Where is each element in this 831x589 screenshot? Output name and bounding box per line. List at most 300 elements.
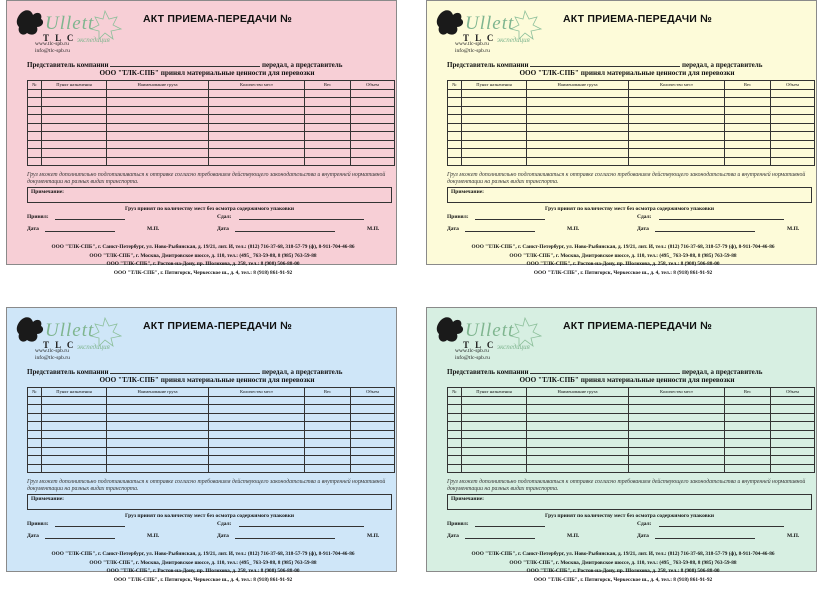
date-label-left: Дата (27, 226, 39, 232)
legal-note: Груз может дополнительно подготавливаться к отправке согласно требованиям действующего законодательства и внутренней нормативной документации на разных видах транспорта. (447, 172, 806, 185)
representative-line-2: ООО "ТЛК-СПБ" принял материальные ценности для перевозки (99, 376, 315, 384)
table-cell[interactable] (527, 447, 629, 456)
representative-line-2: ООО "ТЛК-СПБ" принял материальные ценности для перевозки (519, 376, 735, 384)
table-cell[interactable] (771, 149, 815, 158)
table-cell[interactable] (351, 157, 395, 166)
table-cell[interactable] (351, 123, 395, 132)
table-cell[interactable] (209, 132, 305, 141)
table-cell[interactable] (107, 396, 209, 405)
table-cell[interactable] (42, 149, 107, 158)
logo-tlc-text: T L C (43, 340, 76, 350)
table-cell[interactable] (107, 456, 209, 465)
table-cell[interactable] (107, 447, 209, 456)
table-cell[interactable] (209, 157, 305, 166)
company-name-field[interactable] (110, 367, 260, 374)
remark-field[interactable] (447, 187, 812, 203)
table-cell[interactable] (28, 396, 42, 405)
table-cell[interactable] (629, 396, 725, 405)
table-cell[interactable] (462, 132, 527, 141)
table-cell[interactable] (305, 149, 351, 158)
stamp-label-left: М.П. (147, 533, 160, 539)
table-cell[interactable] (28, 132, 42, 141)
table-cell[interactable] (305, 422, 351, 431)
table-cell[interactable] (42, 106, 107, 115)
table-cell[interactable] (28, 89, 42, 98)
table-cell[interactable] (107, 98, 209, 107)
table-cell[interactable] (209, 106, 305, 115)
table-cell[interactable] (28, 456, 42, 465)
cargo-acceptance-text: Груз принят по количеству мест без осмотра содержимого упаковки (124, 513, 295, 519)
table-cell[interactable] (351, 115, 395, 124)
table-cell[interactable] (28, 140, 42, 149)
table-cell[interactable] (28, 123, 42, 132)
accepted-signature-field[interactable] (475, 521, 545, 527)
table-cell[interactable] (448, 115, 462, 124)
table-cell[interactable] (527, 106, 629, 115)
table-cell[interactable] (42, 140, 107, 149)
table-cell[interactable] (462, 464, 527, 473)
table-cell[interactable] (305, 396, 351, 405)
table-cell[interactable] (527, 132, 629, 141)
table-cell[interactable] (725, 123, 771, 132)
logo-tagline: экспедиция (497, 36, 530, 44)
table-cell[interactable] (209, 447, 305, 456)
table-cell[interactable] (42, 413, 107, 422)
logo-tagline: экспедиция (77, 36, 110, 44)
table-cell[interactable] (462, 405, 527, 414)
handed-label: Сдал: (217, 521, 232, 527)
table-cell[interactable] (771, 413, 815, 422)
cargo-acceptance-text: Груз принят по количеству мест без осмотра содержимого упаковки (544, 206, 715, 212)
table-cell[interactable] (629, 405, 725, 414)
remark-field[interactable] (447, 494, 812, 510)
handed-signature-field[interactable] (659, 521, 784, 527)
table-cell[interactable] (462, 140, 527, 149)
table-cell[interactable] (771, 464, 815, 473)
table-cell[interactable] (305, 132, 351, 141)
table-cell[interactable] (305, 464, 351, 473)
table-cell[interactable] (462, 106, 527, 115)
table-cell[interactable] (209, 430, 305, 439)
table-cell[interactable] (107, 149, 209, 158)
table-cell[interactable] (527, 157, 629, 166)
table-cell[interactable] (107, 405, 209, 414)
table-cell[interactable] (351, 132, 395, 141)
table-cell[interactable] (448, 422, 462, 431)
table-cell[interactable] (42, 157, 107, 166)
email-link[interactable]: info@tlc-spb.ru (455, 47, 490, 54)
table-row (28, 149, 395, 158)
table-cell[interactable] (42, 447, 107, 456)
table-cell[interactable] (725, 413, 771, 422)
table-cell[interactable] (28, 447, 42, 456)
table-cell[interactable] (107, 430, 209, 439)
table-cell[interactable] (305, 439, 351, 448)
table-cell[interactable] (42, 430, 107, 439)
table-cell[interactable] (725, 422, 771, 431)
email-link[interactable]: info@tlc-spb.ru (455, 354, 490, 361)
table-cell[interactable] (448, 149, 462, 158)
table-cell[interactable] (725, 149, 771, 158)
handed-signature-field[interactable] (239, 521, 364, 527)
logo-script-text: Ullett (465, 13, 515, 34)
stamp-label-right: М.П. (367, 533, 380, 539)
table-cell[interactable] (107, 115, 209, 124)
table-cell[interactable] (462, 447, 527, 456)
table-cell[interactable] (462, 123, 527, 132)
footer-line: ООО "ТЛК-СПБ", г. Санкт-Петербург, ул. Ново-Рыбинская, д. 19/21, лит. И, тел.: (812) 716-37-68, 318-57-79 (ф), 8-911-704-46-86 (471, 244, 775, 250)
table-cell[interactable] (351, 464, 395, 473)
table-cell[interactable] (209, 149, 305, 158)
table-cell[interactable] (305, 157, 351, 166)
table-cell[interactable] (28, 98, 42, 107)
table-cell[interactable] (209, 464, 305, 473)
table-cell[interactable] (629, 157, 725, 166)
table-cell[interactable] (527, 422, 629, 431)
remark-label: Примечание: (451, 496, 485, 502)
table-cell[interactable] (448, 89, 462, 98)
website-link[interactable]: www.tlc-spb.ru (455, 348, 489, 354)
table-cell[interactable] (28, 157, 42, 166)
table-cell[interactable] (629, 106, 725, 115)
table-cell[interactable] (305, 430, 351, 439)
table-cell[interactable] (771, 89, 815, 98)
table-cell[interactable] (527, 439, 629, 448)
company-name-field[interactable] (110, 60, 260, 67)
table-cell[interactable] (28, 149, 42, 158)
table-cell[interactable] (629, 149, 725, 158)
table-cell[interactable] (351, 413, 395, 422)
table-cell[interactable] (725, 396, 771, 405)
table-cell[interactable] (448, 464, 462, 473)
table-cell[interactable] (448, 98, 462, 107)
company-logo (15, 314, 135, 364)
table-cell[interactable] (351, 149, 395, 158)
table-cell[interactable] (351, 140, 395, 149)
table-cell[interactable] (28, 115, 42, 124)
table-cell[interactable] (42, 439, 107, 448)
table-cell[interactable] (305, 456, 351, 465)
table-cell[interactable] (527, 464, 629, 473)
table-cell[interactable] (28, 439, 42, 448)
table-row (448, 447, 815, 456)
footer-addresses (433, 550, 813, 584)
remark-field[interactable] (27, 187, 392, 203)
table-cell[interactable] (42, 405, 107, 414)
table-cell[interactable] (42, 132, 107, 141)
table-cell[interactable] (527, 405, 629, 414)
table-cell[interactable] (527, 413, 629, 422)
table-cell[interactable] (28, 430, 42, 439)
table-cell[interactable] (351, 396, 395, 405)
table-cell[interactable] (725, 456, 771, 465)
table-cell[interactable] (725, 106, 771, 115)
footer-line: ООО "ТЛК-СПБ", г. Ростов-на-Дону, пр. Шолохова, д. 258, тел.: 8 (908) 506-88-00 (106, 261, 300, 267)
website-link[interactable]: www.tlc-spb.ru (35, 348, 69, 354)
date-field-right[interactable] (235, 226, 335, 232)
date-label-right: Дата (637, 226, 649, 232)
table-cell[interactable] (107, 439, 209, 448)
table-cell[interactable] (462, 413, 527, 422)
table-cell[interactable] (771, 98, 815, 107)
table-cell[interactable] (209, 115, 305, 124)
table-cell[interactable] (107, 140, 209, 149)
table-cell[interactable] (448, 123, 462, 132)
table-cell[interactable] (28, 106, 42, 115)
table-cell[interactable] (771, 115, 815, 124)
table-cell[interactable] (351, 447, 395, 456)
table-cell[interactable] (771, 456, 815, 465)
footer-line: ООО "ТЛК-СПБ", г. Санкт-Петербург, ул. Ново-Рыбинская, д. 19/21, лит. И, тел.: (812) 716-37-68, 318-57-79 (ф), 8-911-704-46-86 (51, 244, 355, 250)
table-cell[interactable] (448, 106, 462, 115)
column-header: № (28, 388, 42, 397)
table-cell[interactable] (771, 106, 815, 115)
cargo-table (447, 387, 815, 473)
table-row (28, 439, 395, 448)
table-cell[interactable] (725, 430, 771, 439)
table-cell[interactable] (771, 422, 815, 431)
stamp-label-left: М.П. (147, 226, 160, 232)
table-cell[interactable] (771, 132, 815, 141)
remark-field[interactable] (27, 494, 392, 510)
table-cell[interactable] (527, 140, 629, 149)
table-cell[interactable] (629, 422, 725, 431)
stamp-label-right: М.П. (787, 226, 800, 232)
table-cell[interactable] (771, 447, 815, 456)
table-cell[interactable] (527, 149, 629, 158)
date-field-right[interactable] (235, 533, 335, 539)
table-cell[interactable] (462, 157, 527, 166)
table-cell[interactable] (771, 430, 815, 439)
accepted-signature-field[interactable] (55, 521, 125, 527)
table-cell[interactable] (771, 405, 815, 414)
table-cell[interactable] (209, 98, 305, 107)
table-cell[interactable] (305, 98, 351, 107)
table-cell[interactable] (448, 157, 462, 166)
table-cell[interactable] (462, 98, 527, 107)
table-cell[interactable] (462, 439, 527, 448)
table-cell[interactable] (629, 140, 725, 149)
column-header: Пункт назначения (42, 388, 107, 397)
table-cell[interactable] (305, 115, 351, 124)
table-cell[interactable] (462, 422, 527, 431)
table-cell[interactable] (351, 405, 395, 414)
company-name-field[interactable] (530, 60, 680, 67)
table-cell[interactable] (725, 98, 771, 107)
table-cell[interactable] (305, 106, 351, 115)
table-cell[interactable] (725, 140, 771, 149)
accepted-signature-field[interactable] (475, 214, 545, 220)
table-cell[interactable] (351, 422, 395, 431)
rep-suffix: передал, а представитель (261, 368, 343, 376)
table-cell[interactable] (42, 123, 107, 132)
table-cell[interactable] (107, 89, 209, 98)
table-cell[interactable] (107, 123, 209, 132)
table-cell[interactable] (351, 439, 395, 448)
table-cell[interactable] (725, 439, 771, 448)
table-cell[interactable] (209, 439, 305, 448)
table-row (448, 123, 815, 132)
table-cell[interactable] (462, 115, 527, 124)
table-cell[interactable] (527, 430, 629, 439)
website-link[interactable]: www.tlc-spb.ru (35, 41, 69, 47)
table-cell[interactable] (771, 396, 815, 405)
table-cell[interactable] (629, 89, 725, 98)
table-cell[interactable] (448, 456, 462, 465)
table-cell[interactable] (209, 422, 305, 431)
table-row (28, 115, 395, 124)
table-cell[interactable] (107, 106, 209, 115)
table-cell[interactable] (629, 115, 725, 124)
accepted-signature-field[interactable] (55, 214, 125, 220)
table-cell[interactable] (305, 140, 351, 149)
table-cell[interactable] (462, 89, 527, 98)
date-field-right[interactable] (655, 226, 755, 232)
table-cell[interactable] (448, 140, 462, 149)
table-cell[interactable] (107, 413, 209, 422)
table-cell[interactable] (629, 98, 725, 107)
table-cell[interactable] (42, 115, 107, 124)
table-cell[interactable] (107, 132, 209, 141)
table-cell[interactable] (448, 439, 462, 448)
handed-signature-field[interactable] (239, 214, 364, 220)
table-cell[interactable] (629, 447, 725, 456)
company-name-field[interactable] (530, 367, 680, 374)
table-cell[interactable] (462, 149, 527, 158)
table-cell[interactable] (527, 396, 629, 405)
table-cell[interactable] (448, 447, 462, 456)
table-cell[interactable] (725, 157, 771, 166)
representative-line (447, 367, 807, 376)
table-cell[interactable] (351, 106, 395, 115)
table-cell[interactable] (771, 157, 815, 166)
table-cell[interactable] (725, 464, 771, 473)
column-header: Объем (351, 81, 395, 90)
table-cell[interactable] (305, 405, 351, 414)
table-cell[interactable] (209, 89, 305, 98)
date-field-left[interactable] (465, 533, 535, 539)
table-cell[interactable] (209, 396, 305, 405)
table-cell[interactable] (527, 123, 629, 132)
table-row (28, 89, 395, 98)
table-cell[interactable] (448, 430, 462, 439)
table-cell[interactable] (107, 422, 209, 431)
table-cell[interactable] (527, 115, 629, 124)
form-title: АКТ ПРИЕМА-ПЕРЕДАЧИ № (563, 320, 713, 332)
logo-tagline: экспедиция (497, 343, 530, 351)
table-row (28, 157, 395, 166)
table-cell[interactable] (448, 405, 462, 414)
table-cell[interactable] (527, 89, 629, 98)
table-cell[interactable] (209, 123, 305, 132)
table-cell[interactable] (42, 396, 107, 405)
table-cell[interactable] (305, 89, 351, 98)
footer-line: ООО "ТЛК-СПБ", г. Москва, Дмитровское шоссе, д. 110, тел.: (495_ 763-59-88, 8 (985) 763-59-88 (89, 252, 317, 259)
transfer-act-form-green (426, 307, 817, 583)
table-row (28, 132, 395, 141)
logo-script-text: Ullett (45, 320, 95, 341)
table-cell[interactable] (448, 132, 462, 141)
table-cell[interactable] (462, 396, 527, 405)
table-cell[interactable] (771, 140, 815, 149)
table-row (448, 405, 815, 414)
table-cell[interactable] (629, 430, 725, 439)
email-link[interactable]: info@tlc-spb.ru (35, 47, 70, 54)
table-row (28, 123, 395, 132)
column-header: Вес (725, 388, 771, 397)
table-cell[interactable] (725, 132, 771, 141)
table-cell[interactable] (42, 464, 107, 473)
table-row (448, 106, 815, 115)
footer-line: ООО "ТЛК-СПБ", г. Ростов-на-Дону, пр. Шолохова, д. 258, тел.: 8 (908) 506-88-00 (106, 568, 300, 574)
table-cell[interactable] (527, 456, 629, 465)
table-cell[interactable] (28, 422, 42, 431)
table-cell[interactable] (28, 413, 42, 422)
table-cell[interactable] (209, 140, 305, 149)
table-cell[interactable] (42, 89, 107, 98)
table-cell[interactable] (771, 123, 815, 132)
table-cell[interactable] (209, 413, 305, 422)
table-cell[interactable] (351, 89, 395, 98)
table-cell[interactable] (305, 413, 351, 422)
table-cell[interactable] (629, 464, 725, 473)
date-field-right[interactable] (655, 533, 755, 539)
cargo-table (27, 387, 395, 473)
table-cell[interactable] (42, 98, 107, 107)
table-cell[interactable] (351, 98, 395, 107)
date-field-left[interactable] (465, 226, 535, 232)
table-cell[interactable] (209, 405, 305, 414)
table-cell[interactable] (28, 464, 42, 473)
table-cell[interactable] (42, 456, 107, 465)
logo-tlc-text: T L C (463, 33, 496, 43)
table-row (28, 413, 395, 422)
table-cell[interactable] (725, 115, 771, 124)
table-header-row (28, 388, 395, 397)
accepted-label: Принял: (447, 521, 469, 527)
table-cell[interactable] (351, 430, 395, 439)
table-cell[interactable] (107, 464, 209, 473)
table-cell[interactable] (629, 123, 725, 132)
date-field-left[interactable] (45, 533, 115, 539)
table-cell[interactable] (462, 456, 527, 465)
table-cell[interactable] (462, 430, 527, 439)
table-cell[interactable] (629, 132, 725, 141)
table-cell[interactable] (771, 439, 815, 448)
table-cell[interactable] (725, 405, 771, 414)
table-cell[interactable] (725, 447, 771, 456)
table-cell[interactable] (42, 422, 107, 431)
handed-signature-field[interactable] (659, 214, 784, 220)
email-link[interactable]: info@tlc-spb.ru (35, 354, 70, 361)
table-cell[interactable] (629, 439, 725, 448)
table-cell[interactable] (209, 456, 305, 465)
table-cell[interactable] (448, 413, 462, 422)
table-cell[interactable] (107, 157, 209, 166)
table-cell[interactable] (725, 89, 771, 98)
date-field-left[interactable] (45, 226, 115, 232)
website-link[interactable]: www.tlc-spb.ru (455, 41, 489, 47)
table-cell[interactable] (527, 98, 629, 107)
table-cell[interactable] (28, 405, 42, 414)
table-cell[interactable] (305, 123, 351, 132)
table-cell[interactable] (351, 456, 395, 465)
table-cell[interactable] (629, 456, 725, 465)
contact-block (35, 348, 70, 361)
table-cell[interactable] (448, 396, 462, 405)
table-cell[interactable] (305, 447, 351, 456)
table-cell[interactable] (629, 413, 725, 422)
